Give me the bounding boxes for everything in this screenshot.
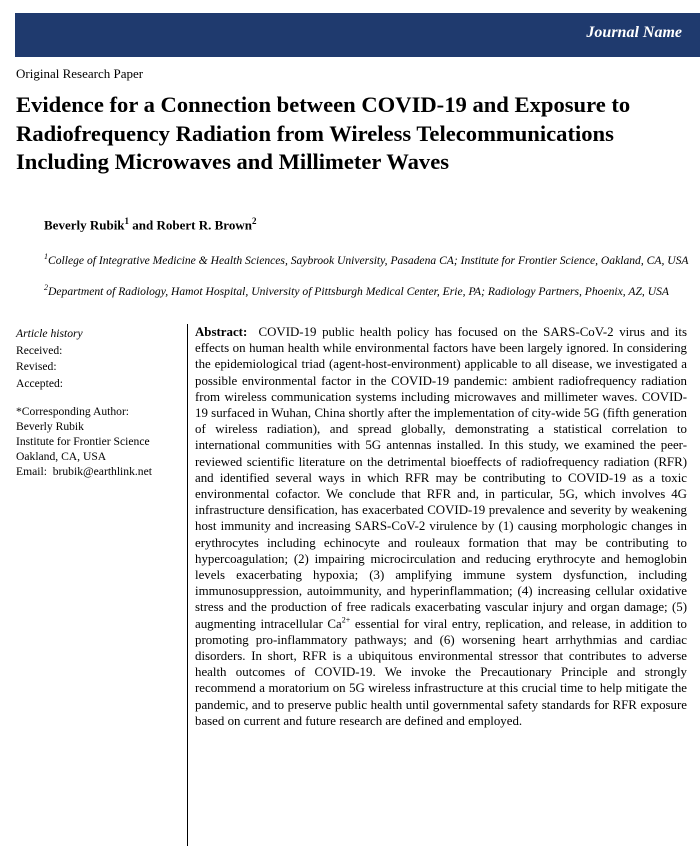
affiliation — [44, 281, 698, 298]
affiliation — [44, 250, 698, 267]
accepted-label: Accepted: — [16, 376, 63, 390]
affiliation-number: 2 — [44, 283, 48, 292]
affiliation-number: 1 — [44, 252, 48, 261]
author-affiliation-mark: 2 — [251, 216, 257, 226]
abstract — [195, 324, 687, 729]
abstract-label: Abstract: — [195, 325, 248, 339]
email-link[interactable]: brubik@earthlink.net — [52, 465, 152, 478]
corresponding-author-name: Beverly Rubik — [16, 420, 84, 433]
corresponding-author-city: Oakland, CA, USA — [16, 450, 107, 463]
revised-label: Revised: — [16, 360, 57, 373]
received-label: Received: — [16, 343, 63, 357]
journal-header-bar — [15, 13, 700, 57]
spacer — [16, 392, 186, 404]
affiliation-text: College of Integrative Medicine & Health Sciences, Saybrook University, Pasadena CA; Institute for Frontier Science, Oakland, CA, USA — [48, 253, 689, 267]
paper-title: Evidence for a Connection between COVID-19 and Exposure to Radiofrequency Radiation from Wireless Telecommunications Including Microwaves and Millimeter Waves — [16, 92, 631, 174]
article-history-heading: Article history — [16, 327, 83, 340]
author-name: Beverly Rubik — [44, 217, 125, 233]
abstract-text-continued: essential for viral entry, replication, and release, in addition to promoting pro-inflammatory pathways; and (6) worsening heart arrhythmias and cardiac disorders. In short, RFR is a ubiquitous environmental stressor that contributes to adverse health outcomes of COVID-19. We invoke the Precautionary Principle and strongly recommend a moratorium on 5G wireless infrastructure at this crucial time to help mitigate the pandemic, and to preserve public health until governmental safety standards for RFR exposure based on current and future research are defined and employed. — [195, 616, 687, 728]
author-affiliation-mark: 1 — [124, 216, 130, 226]
abstract-text: COVID-19 public health policy has focused on the SARS-CoV-2 virus and its effects on human health while environmental factors have been largely ignored. In considering the epidemiological triad (agent-host-environment) applicable to all disease, we investigated a possible environmental factor in the COVID-19 pandemic: ambient radiofrequency radiation from wireless communication systems including microwaves and millimeter waves. COVID-19 surfaced in Wuhan, China shortly after the implementation of city-wide 5G (fifth generation of wireless radiation), and spread globally, demonstrating a statistical correlation to international communities with 5G antennas installed. In this study, we examined the peer-reviewed scientific literature on the detrimental bioeffects of radiofrequency radiation (RFR) and identified several ways in which RFR may be contributing to COVID-19 as a toxic environmental cofactor. We conclude that RFR and, in particular, 5G, which involves 4G infrastructure densification, has exacerbated COVID-19 prevalence and severity by weakening host immunity and increasing SARS-CoV-2 virulence by (1) causing morphologic changes in erythrocytes including echinocyte and rouleaux formation that may be contributing to hypercoagulation; (2) impairing microcirculation and reducing erythrocyte and hemoglobin levels exacerbating hypoxia; (3) amplifying immune system dysfunction, including immunosuppression, autoimmunity, and hyperinflammation; (4) increasing cellular oxidative stress and the production of free radicals exacerbating vascular injury and organ damage; (5) augmenting intracellular Ca — [195, 325, 687, 631]
superscript-charge: 2+ — [341, 615, 351, 625]
email-label: Email: — [16, 465, 47, 478]
corresponding-author-org: Institute for Frontier Science — [16, 435, 150, 448]
corresponding-author-label: *Corresponding Author: — [16, 405, 130, 418]
author-name: Robert R. Brown — [156, 217, 252, 233]
corresponding-author-email-line — [16, 464, 186, 479]
article-sidebar — [16, 326, 186, 479]
affiliation-text: Department of Radiology, Hamot Hospital, University of Pittsburgh Medical Center, Erie, PA; Radiology Partners, Phoenix, AZ, USA — [48, 284, 669, 298]
author-joiner: and — [132, 217, 154, 233]
journal-name: Journal Name — [586, 24, 682, 41]
paper-type: Original Research Paper — [16, 66, 144, 81]
column-divider — [187, 324, 188, 846]
author-list — [44, 216, 256, 233]
